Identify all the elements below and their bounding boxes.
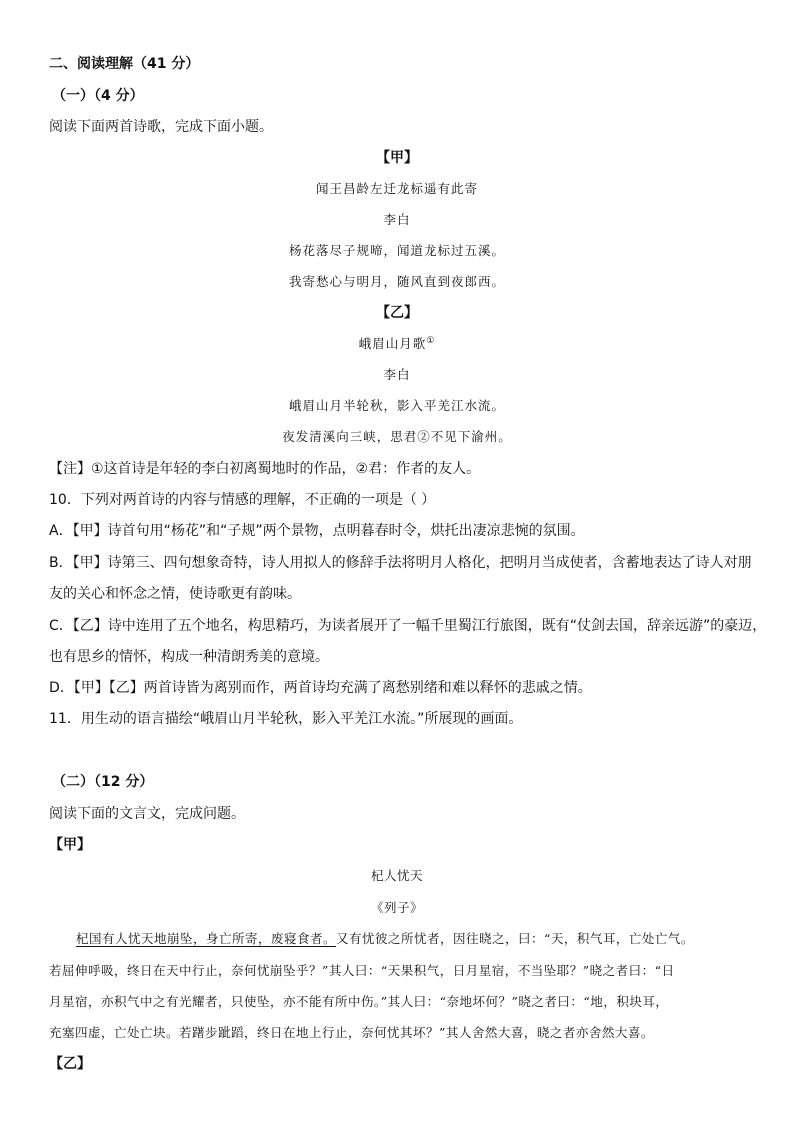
poem-b-line-1: 峨眉山月半轮秋，影入平羌江水流。 — [288, 398, 505, 413]
text-a-tag: 【甲】 — [49, 837, 91, 853]
q10-option-a: A．【甲】诗首句用“杨花”和“子规”两个景物，点明暮春时令，烘托出凄凉悲惋的氛围。 — [49, 523, 585, 539]
poem-b-title-line — [0, 334, 794, 354]
text-a-source: 《列子》 — [370, 900, 423, 915]
text-a-title: 杞人忧天 — [370, 868, 423, 883]
poem-a-line-2: 我寄愁心与明月，随风直到夜郎西。 — [288, 274, 505, 289]
poem-a-tag: 【甲】 — [376, 150, 418, 166]
q10-option-c-line-1: C．【乙】诗中连用了五个地名，构思精巧，为读者展开了一幅千里蜀江行旅图，既有“仗剑去国，辞亲远游”的豪迈， — [49, 618, 767, 634]
text-a-line-2: 若屈伸呼吸，终日在天中行止，奈何忧崩坠乎？”其人曰：“天果积气，日月星宿，不当坠耶？”晓之者曰：“日 — [49, 963, 675, 978]
q10-stem: 10．下列对两首诗的内容与情感的理解，不正确的一项是（ ） — [49, 492, 436, 508]
poem-note: 【注】①这首诗是年轻的李白初离蜀地时的作品，②君：作者的友人。 — [49, 461, 481, 477]
q10-option-b-line-1: B．【甲】诗第三、四句想象奇特，诗人用拟人的修辞手法将明月人格化，把明月当成使者，含蓄地表达了诗人对朋 — [49, 555, 752, 571]
poem-b-tag: 【乙】 — [376, 305, 418, 321]
poem-b-author: 李白 — [383, 367, 411, 382]
text-a-underlined-sentence: 杞国有人忧天地崩坠，身亡所寄，废寝食者。 — [76, 931, 337, 946]
q10-option-b-line-2: 友的关心和怀念之情，使诗歌更有韵味。 — [49, 586, 301, 602]
q10-option-d: D．【甲】【乙】两首诗皆为离别而作，两首诗均充满了离愁别绪和难以释怀的悲戚之情。 — [49, 680, 592, 696]
section-heading: 二、阅读理解（41 分） — [49, 56, 200, 72]
poem-a-author: 李白 — [383, 212, 411, 227]
part2-label: （二）（12 分） — [52, 774, 154, 790]
text-a-line-1 — [76, 929, 754, 949]
poem-b-title: 峨眉山月歌 — [358, 336, 427, 351]
text-a-line-1-rest: 又有忧彼之所忧者，因往晓之，曰：“天，积气耳，亡处亡气。 — [336, 931, 694, 946]
q10-option-c-line-2: 也有思乡的情怀，构成一种清朗秀美的意境。 — [49, 649, 329, 665]
poem-b-line-2: 夜发清溪向三峡，思君②不见下渝州。 — [282, 429, 512, 444]
q11-stem: 11．用生动的语言描绘“峨眉山月半轮秋，影入平羌江水流。”所展现的画面。 — [49, 711, 523, 727]
text-a-line-4: 充塞四虚，亡处亡块。若躇步跐蹈，终日在地上行止，奈何忧其坏？”其人舍然大喜，晓之者亦舍然大喜。 — [49, 1025, 654, 1040]
part2-instruction: 阅读下面的文言文，完成问题。 — [49, 806, 245, 822]
poem-a-line-1: 杨花落尽子规啼，闻道龙标过五溪。 — [288, 243, 505, 258]
part1-label: （一）（4 分） — [52, 88, 144, 104]
text-b-tag: 【乙】 — [49, 1056, 91, 1072]
text-a-line-3: 月星宿，亦积气中之有光耀者，只使坠，亦不能有所中伤。”其人曰：“奈地坏何？”晓之者曰：“地，积块耳， — [49, 994, 669, 1009]
poem-b-title-note: ① — [426, 335, 436, 346]
part1-instruction: 阅读下面两首诗歌，完成下面小题。 — [49, 119, 273, 135]
poem-a-title: 闻王昌龄左迁龙标遥有此寄 — [315, 181, 478, 196]
